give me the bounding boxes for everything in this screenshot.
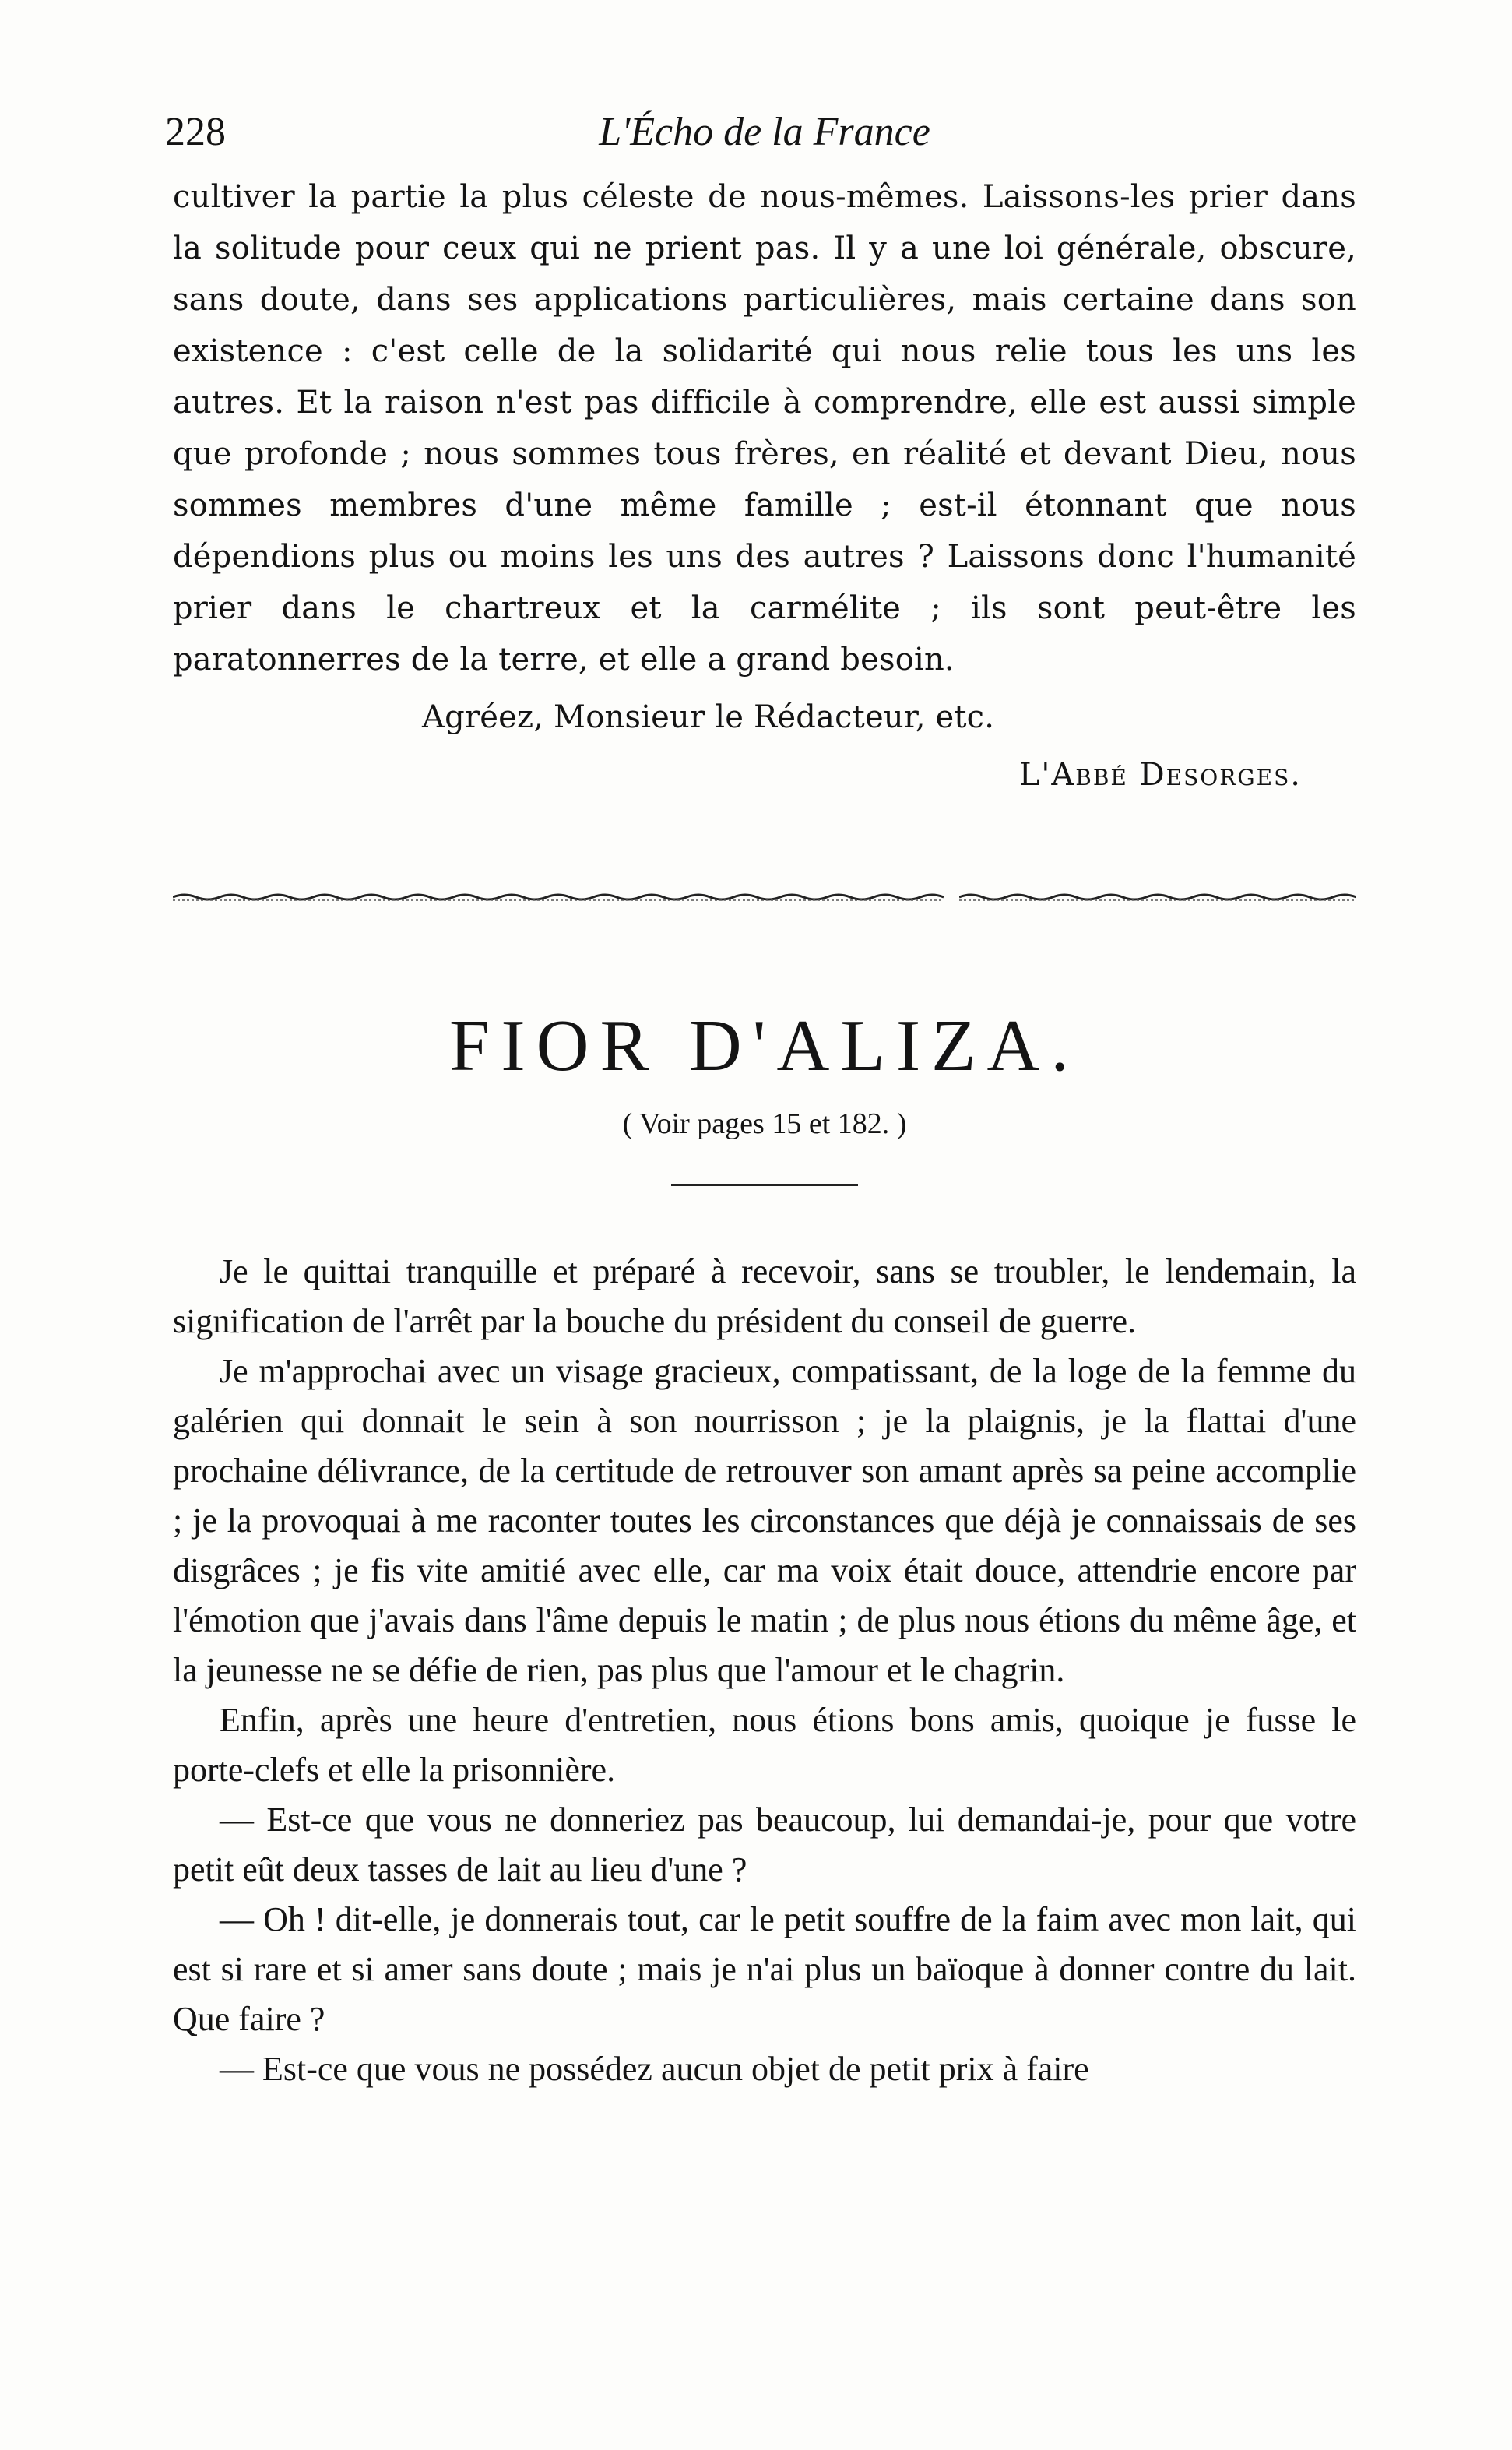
letter-closing: Agréez, Monsieur le Rédacteur, etc. xyxy=(422,699,995,735)
story-paragraph: — Oh ! dit-elle, je donnerais tout, car le petit souffre de la faim avec mon lait, qui est si rare et si amer sans doute ; mais je n'ai plus un baïoque à donner contre du lait. Que faire ? xyxy=(173,1900,1356,2038)
book-page xyxy=(165,109,1356,2094)
letter-signature: L'Abbé Desorges. xyxy=(1018,757,1302,793)
page-header xyxy=(165,109,1356,171)
article-subtitle: ( Voir pages 15 et 182. ) xyxy=(622,1107,907,1140)
story-body xyxy=(173,1247,1356,2094)
article-title: FIOR D'ALIZA. xyxy=(449,1005,1080,1086)
story-paragraph: Enfin, après une heure d'entretien, nous étions bons amis, quoique je fusse le porte-clefs et elle la prisonnière. xyxy=(173,1701,1356,1789)
letter-paragraph: cultiver la partie la plus céleste de nous-mêmes. Laissons-les prier dans la solitude pour ceux qui ne prient pas. Il y a une loi générale, obscure, sans doute, dans ses applications particulières, mais certaine dans son existence : c'est celle de la solidarité qui nous relie tous les uns les autres. Et la raison n'est pas difficile à comprendre, elle est aussi simple que profonde ; nous sommes tous frères, en réalité et devant Dieu, nous sommes membres d'une même famille ; est-il étonnant que nous dépendions plus ou moins les uns des autres ? Laissons donc l'humanité prier dans le chartreux et la carmélite ; ils sont peut-être les paratonnerres de la terre, et elle a grand besoin. xyxy=(173,179,1356,678)
title-rule xyxy=(671,1184,858,1186)
story-paragraph: Je m'approchai avec un visage gracieux, compatissant, de la loge de la femme du galérien qui donnait le sein à son nourrisson ; je la plaignis, je la flattai d'une prochaine délivrance, de la certitude de retrouver son amant après sa peine accomplie ; je la provoquai à me raconter toutes les circonstances que déjà je connaissais de ses disgrâces ; je fis vite amitié avec elle, car ma voix était douce, attendrie encore par l'émotion que j'avais dans l'âme depuis le matin ; de plus nous étions du même âge, et la jeunesse ne se défie de rien, pas plus que l'amour et le chagrin. xyxy=(173,1352,1356,1689)
story-paragraph: Je le quittai tranquille et préparé à recevoir, sans se troubler, le lendemain, la signification de l'arrêt par la bouche du président du conseil de guerre. xyxy=(173,1252,1356,1340)
ornamental-rule-left xyxy=(173,892,944,902)
story-paragraph: — Est-ce que vous ne possédez aucun objet de petit prix à faire xyxy=(220,2050,1089,2088)
letter-section xyxy=(173,171,1356,801)
page-number: 228 xyxy=(165,110,226,154)
running-title: L'Écho de la France xyxy=(599,110,930,154)
ornamental-rule-right xyxy=(959,892,1356,902)
ornamental-separator xyxy=(173,892,1356,903)
story-paragraph: — Est-ce que vous ne donneriez pas beaucoup, lui demandai-je, pour que votre petit eût deux tasses de lait au lieu d'une ? xyxy=(173,1801,1356,1889)
